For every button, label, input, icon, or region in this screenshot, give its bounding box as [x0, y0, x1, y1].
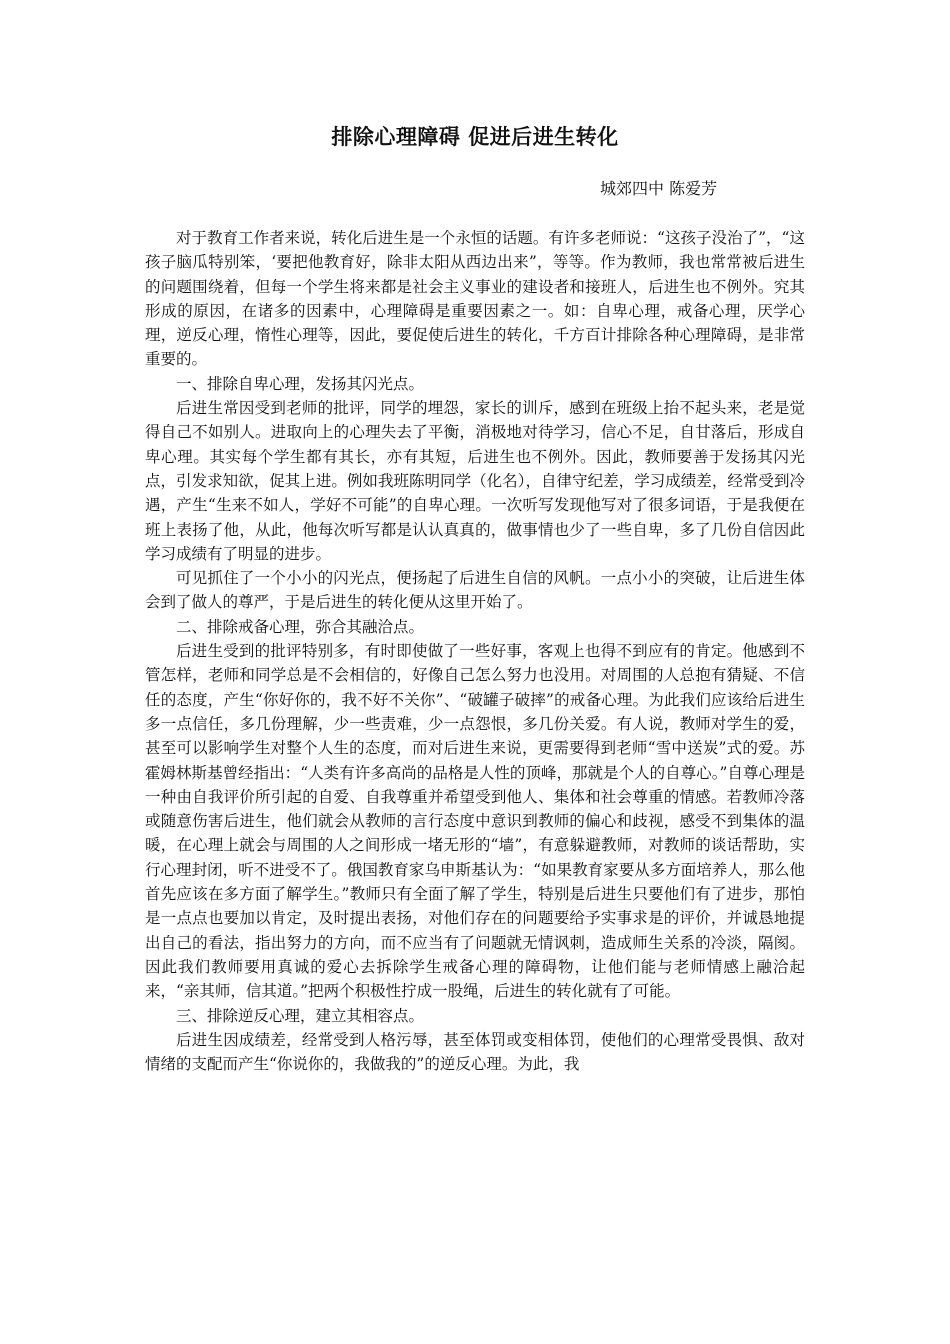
paragraph: 后进生受到的批评特别多，有时即使做了一些好事，客观上也得不到应有的肯定。他感到不管怎样，老师和同学总是不会相信的，好像自己怎么努力也没用。对周围的人总抱有猜疑、不信任的态度，产生“你好你的，我不好不关你”、“破罐子破摔”的戒备心理。为此我们应该给后进生多一点信任，多几份理解，少一些责难，少一点怨恨，多几份关爱。有人说，教师对学生的爱，甚至可以影响学生对整个人生的态度，而对后进生来说，更需要得到老师“雪中送炭”式的爱。苏霍姆林斯基曾经指出：“人类有许多高尚的品格是人性的顶峰，那就是个人的自尊心。”自尊心理是一种由自我评价所引起的自爱、自我尊重并希望受到他人、集体和社会尊重的情感。若教师冷落或随意伤害后进生，他们就会从教师的言行态度中意识到教师的偏心和歧视，感受不到集体的温暖，在心理上就会与周围的人之间形成一堵无形的“墙”，有意躲避教师，对教师的谈话帮助，实行心理封闭，听不进受不了。俄国教育家乌申斯基认为：“如果教育家要从多方面培养人，那么他首先应该在多方面了解学生。”教师只有全面了解了学生，特别是后进生只要他们有了进步，那怕是一点点也要加以肯定，及时提出表扬，对他们存在的问题要给予实事求是的评价，并诚恳地提出自己的看法，指出努力的方向，而不应当有了问题就无情讽刺，造成师生关系的冷淡，隔阂。因此我们教师要用真诚的爱心去拆除学生戒备心理的障碍物，让他们能与老师情感上融洽起来，“亲其师，信其道。”把两个积极性拧成一股绳，后进生的转化就有了可能。: [145, 642, 805, 1001]
section-heading-1: 一、排除自卑心理，发扬其闪光点。: [176, 374, 425, 393]
document-body: [145, 226, 805, 1076]
document-title: 排除心理障碍 促进后进生转化: [331, 125, 619, 149]
paragraph: 后进生常因受到老师的批评，同学的埋怨，家长的训斥，感到在班级上抬不起头来，老是觉得自己不如别人。进取向上的心理失去了平衡，消极地对待学习，信心不足，自甘落后，形成自卑心理。其实每个学生都有其长，亦有其短，后进生也不例外。因此，教师要善于发扬其闪光点，引发求知欲，促其上进。例如我班陈明同学（化名），自律守纪差，学习成绩差，经常受到冷遇，产生“生来不如人，学好不可能”的自卑心理。一次听写发现他写对了很多词语，于是我便在班上表扬了他，从此，他每次听写都是认认真真的，做事情也少了一些自卑，多了几份自信因此学习成绩有了明显的进步。: [145, 399, 805, 563]
paragraph: 可见抓住了一个小小的闪光点，便扬起了后进生自信的风帆。一点小小的突破，让后进生体会到了做人的尊严，于是后进生的转化便从这里开始了。: [145, 569, 805, 612]
paragraph-intro: 对于教育工作者来说，转化后进生是一个永恒的话题。有许多老师说：“这孩子没治了”，“这孩子脑瓜特别笨，‘要把他教育好，除非太阳从西边出来”，等等。作为教师，我也常常被后进生的问题围绕着，但每一个学生将来都是社会主义事业的建设者和接班人，后进生也不例外。究其形成的原因，在诸多的因素中，心理障碍是重要因素之一。如：自卑心理，戒备心理，厌学心理，逆反心理，惰性心理等，因此，要促使后进生的转化，千方百计排除各种心理障碍，是非常重要的。: [145, 229, 805, 369]
section-heading-3: 三、排除逆反心理，建立其相容点。: [176, 1006, 425, 1025]
author-line: 城郊四中 陈爱芳: [600, 179, 718, 198]
paragraph: 后进生因成绩差，经常受到人格污辱，甚至体罚或变相体罚，使他们的心理常受畏惧、敌对情绪的支配而产生“你说你的，我做我的”的逆反心理。为此，我: [145, 1030, 805, 1074]
section-heading-2: 二、排除戒备心理，弥合其融洽点。: [176, 617, 425, 636]
